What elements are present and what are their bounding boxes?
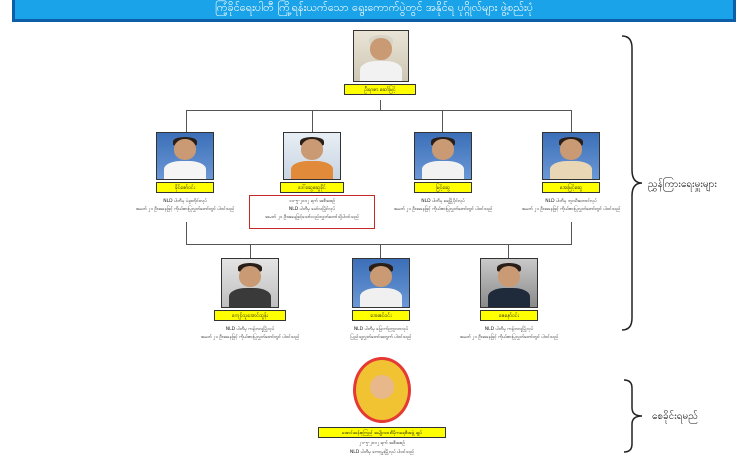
group1-label: ညွှန်ကြားရေးမှူးများ [648, 179, 717, 190]
top-person-photo [353, 30, 409, 82]
top-person-name: ဦးရာဇာ ဆော်မြင့် [344, 84, 416, 95]
row2-detail-1a: NLD ပါတီမှ ကန့်ဘလူမြို့လုပ် [225, 327, 275, 332]
connector [571, 110, 572, 132]
connector [186, 244, 572, 245]
bottom-person-photo [353, 357, 411, 423]
row1-detail-3b: အမတ် ၂၁ ဦးအနေဖြင့် ကိုယ်စားပြုလွှတ်တော်တွင် ပါဝင်သည် [393, 207, 493, 212]
row2-photo-2 [352, 258, 410, 308]
title-banner [12, 0, 736, 22]
row1-detail-2a: ၁၁-၅-၂၀၁၂ ရက် အစီအစဉ် [289, 199, 335, 204]
row1-photo-2 [283, 132, 341, 180]
bottom-detail-2: NLD ပါတီမှ ကော့မှူးမြို့လုပ် ပါဝင်သည် [349, 450, 415, 455]
row1-name-4: အေးမြင့်ဆွေ [542, 182, 600, 193]
row1-detail-4b: အမတ် ၂၁ ဦးအနေဖြင့် ကိုယ်စားပြုလွှတ်တော်တွင် ပါဝင်သည် [521, 207, 621, 212]
brace-group-1 [620, 34, 644, 332]
row1-detail-1b: အမတ် ၂၁ ဦးအနေဖြင့် ကိုယ်စားပြုလွှတ်တော်တွင် ပါဝင်သည် [135, 207, 235, 212]
connector [380, 244, 381, 258]
row1-name-3: မြင့်ဆွေ [414, 182, 472, 193]
bottom-detail-1: ၂၁-၅-၂၀၁၂ ရက် အစီအစဉ် [359, 441, 405, 446]
row2-name-3: ဇေနော်ဝင်း [480, 310, 538, 321]
connector [312, 110, 313, 132]
group2-label: စေခိုင်းရမည် [652, 411, 698, 422]
connector [508, 244, 509, 258]
row1-name-1: ခိုင်ဇော်ဝင်း [156, 182, 214, 193]
brace-group-2 [622, 378, 644, 454]
row1-photo-1 [156, 132, 214, 180]
row1-photo-3 [414, 132, 472, 180]
row2-name-1: ကျော်သူအောင်ထွန်း [214, 310, 286, 321]
connector [186, 110, 187, 132]
connector [380, 100, 381, 110]
bottom-person-name: အောင်ဆန်းစုကြည် အမျိုးသားဒီမိုကရေစီအဖွဲ့ ချုပ် [318, 427, 446, 438]
row1-detail-1a: NLD ပါတီမှ ပဲခူးတိုင်းလုပ် [163, 199, 207, 204]
row1-detail-4a: NLD ပါတီမှ ဘူးသီးတောင်လုပ် [545, 199, 597, 204]
row1-detail-2c: အမတ် ၂၁ ဦးအနေဖြင့်သော်လည်းလွှတ်တော်သို့ပါဝင်သည် [265, 215, 359, 220]
connector [186, 110, 572, 111]
banner-title: ကြံ့ခိုင်ရေးပါတီ ကြို့ရန်းယက်သော ရွေးကောက်ပွဲတွင် အနိုင်ရ ပုဂ္ဂိုလ်များ ဖွဲ့စည်းပုံ [214, 1, 534, 14]
connector [186, 222, 187, 244]
row2-detail-1b: အမတ် ၂၁ ဦးအနေဖြင့် ကိုယ်စားပြုလွှတ်တော်တွင် ပါဝင်သည် [200, 335, 300, 340]
row2-photo-1 [221, 258, 279, 308]
row1-name-2: ဒေါ်ဆွေဆွေခိုင် [280, 182, 344, 193]
row2-detail-3b: အမတ် ၂၁ ဦးအနေဖြင့် ကိုယ်စားပြုလွှတ်တော်တွင် ပါဝင်သည် [459, 335, 559, 340]
connector [250, 244, 251, 258]
row2-detail-2b: ပြည်သူ့လွှတ်တော်အတွက် ပါဝင်သည် [350, 335, 412, 340]
row1-detail-3a: NLD ပါတီမှ ရေမြို့ပိုင်လုပ် [421, 199, 465, 204]
row2-photo-3 [480, 258, 538, 308]
connector [442, 110, 443, 132]
row2-detail-3a: NLD ပါတီမှ ကန့်ဘလူမြို့လုပ် [484, 327, 534, 332]
row1-photo-4 [542, 132, 600, 180]
row2-detail-2a: NLD ပါတီမှ မြောက်ဥက္ကလာလုပ် [353, 327, 409, 332]
connector [571, 222, 572, 244]
row2-name-2: အေးဇင်ဝင်း [352, 310, 410, 321]
row1-detail-2b: NLD ပါတီမှ မော်လမြိုင်လုပ် [288, 207, 336, 212]
